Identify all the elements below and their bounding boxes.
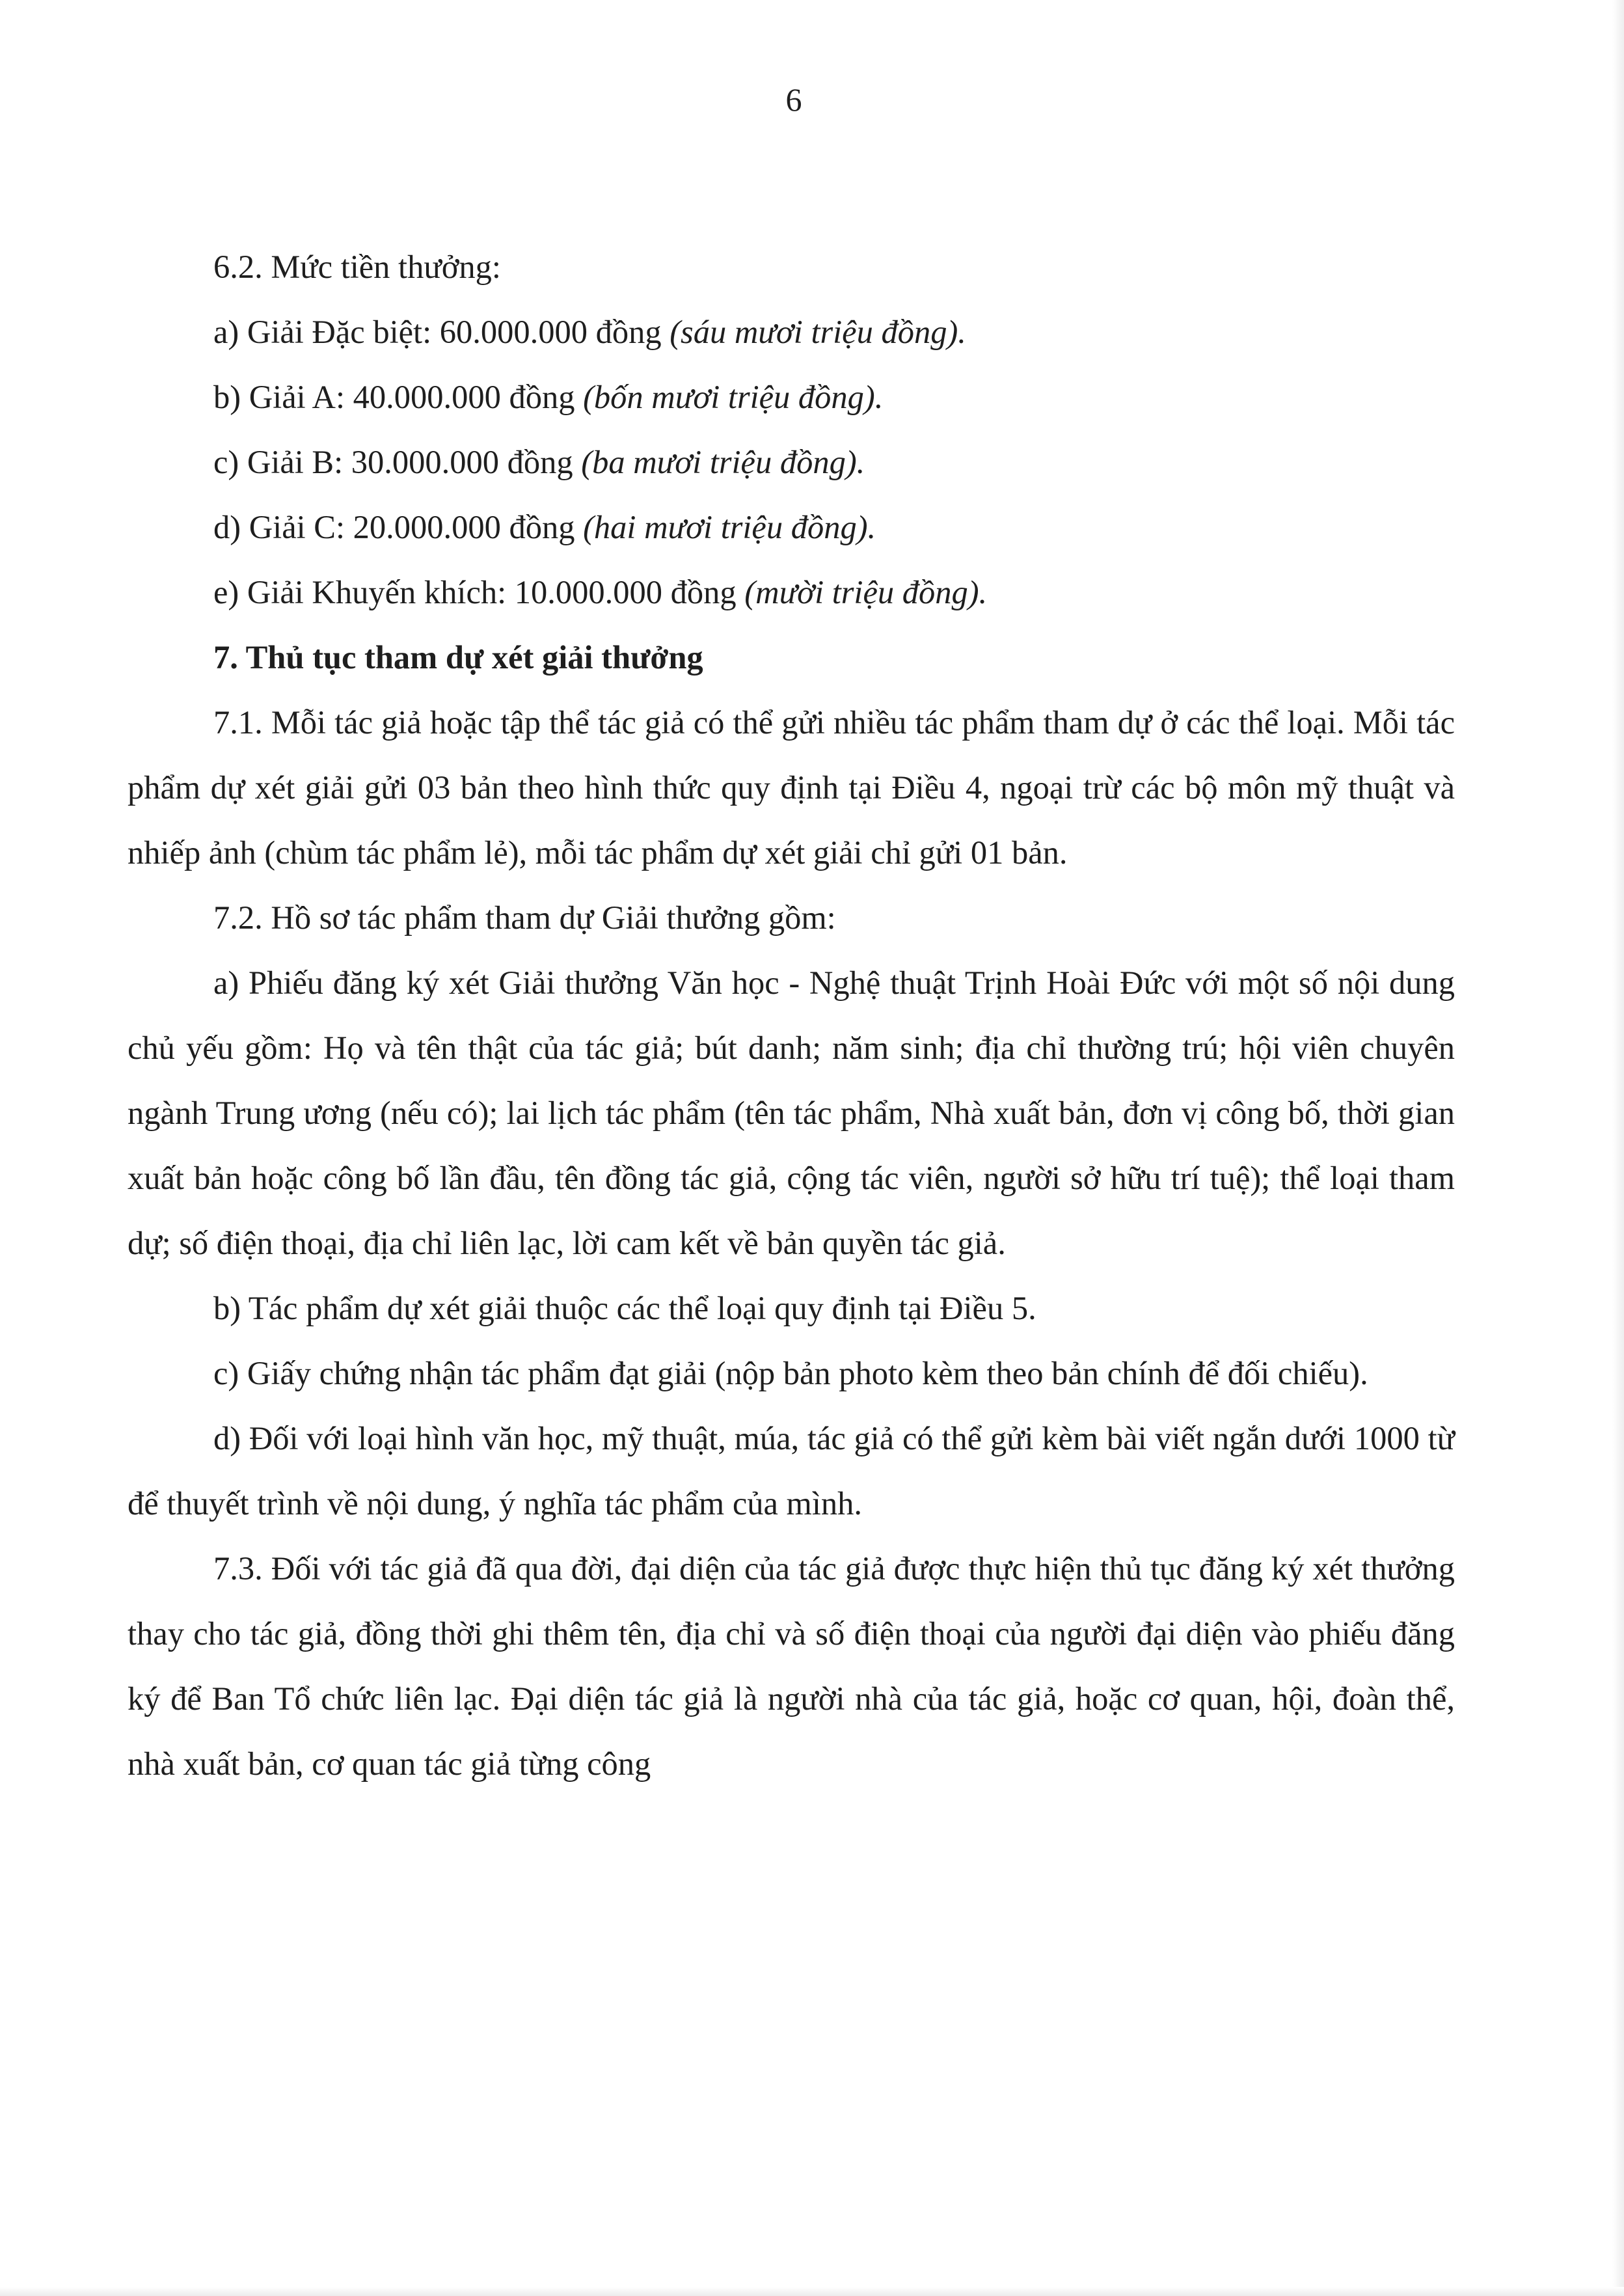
prize-label: d) Giải C: 20.000.000 đồng xyxy=(213,509,584,545)
paragraph-7-3: 7.3. Đối với tác giả đã qua đời, đại diện của tác giả được thực hiện thủ tục đăng ký xét thưởng thay cho tác giả, đồng thời ghi thêm tên, địa chỉ và số điện thoại của người đại diện vào phiếu đăng ký để Ban Tổ chức liên lạc. Đại diện tác giả là người nhà của tác giả, hoặc cơ quan, hội, đoàn thể, nhà xuất bản, cơ quan tác giả từng công xyxy=(128,1550,1455,1782)
prize-amount-words: (bốn mươi triệu đồng). xyxy=(583,379,884,415)
paragraph-7-2-c: c) Giấy chứng nhận tác phẩm đạt giải (nộp bản photo kèm theo bản chính để đối chiếu). xyxy=(213,1355,1368,1391)
prize-item-special xyxy=(128,299,1455,364)
prize-item-encouragement xyxy=(128,560,1455,625)
section-6-2-title: 6.2. Mức tiền thưởng: xyxy=(213,249,501,285)
prize-label: c) Giải B: 30.000.000 đồng xyxy=(213,444,582,480)
scan-edge-shadow xyxy=(1612,0,1624,2296)
prize-item-b xyxy=(128,430,1455,495)
paragraph-7-1: 7.1. Mỗi tác giả hoặc tập thể tác giả có thể gửi nhiều tác phẩm tham dự ở các thể loại. Mỗi tác phẩm dự xét giải gửi 03 bản theo hình thức quy định tại Điều 4, ngoại trừ các bộ môn mỹ thuật và nhiếp ảnh (chùm tác phẩm lẻ), mỗi tác phẩm dự xét giải chỉ gửi 01 bản. xyxy=(128,704,1455,871)
document-body xyxy=(128,234,1455,1796)
section-7-heading: 7. Thủ tục tham dự xét giải thưởng xyxy=(213,639,703,676)
page-number: 6 xyxy=(785,81,802,118)
prize-item-c xyxy=(128,495,1455,560)
prize-label: e) Giải Khuyến khích: 10.000.000 đồng xyxy=(213,574,745,610)
paragraph-7-2-b: b) Tác phẩm dự xét giải thuộc các thể loại quy định tại Điều 5. xyxy=(213,1290,1036,1326)
prize-item-a xyxy=(128,364,1455,430)
paragraph-7-2: 7.2. Hồ sơ tác phẩm tham dự Giải thưởng gồm: xyxy=(213,899,836,936)
prize-amount-words: (ba mươi triệu đồng). xyxy=(581,444,865,480)
paragraph-7-2-a: a) Phiếu đăng ký xét Giải thưởng Văn học - Nghệ thuật Trịnh Hoài Đức với một số nội dung chủ yếu gồm: Họ và tên thật của tác giả; bút danh; năm sinh; địa chỉ thường trú; hội viên chuyên ngành Trung ương (nếu có); lai lịch tác phẩm (tên tác phẩm, Nhà xuất bản, đơn vị công bố, thời gian xuất bản hoặc công bố lần đầu, tên đồng tác giả, cộng tác viên, người sở hữu trí tuệ); thể loại tham dự; số điện thoại, địa chỉ liên lạc, lời cam kết về bản quyền tác giả. xyxy=(128,964,1455,1261)
scan-bottom-shadow xyxy=(0,2287,1624,2296)
prize-amount-words: (sáu mươi triệu đồng). xyxy=(670,314,966,350)
prize-amount-words: (mười triệu đồng). xyxy=(744,574,988,610)
paragraph-7-2-d: d) Đối với loại hình văn học, mỹ thuật, múa, tác giả có thể gửi kèm bài viết ngắn dưới 1000 từ để thuyết trình về nội dung, ý nghĩa tác phẩm của mình. xyxy=(128,1420,1455,1522)
prize-label: b) Giải A: 40.000.000 đồng xyxy=(213,379,584,415)
prize-label: a) Giải Đặc biệt: 60.000.000 đồng xyxy=(213,314,670,350)
prize-amount-words: (hai mươi triệu đồng). xyxy=(583,509,876,545)
